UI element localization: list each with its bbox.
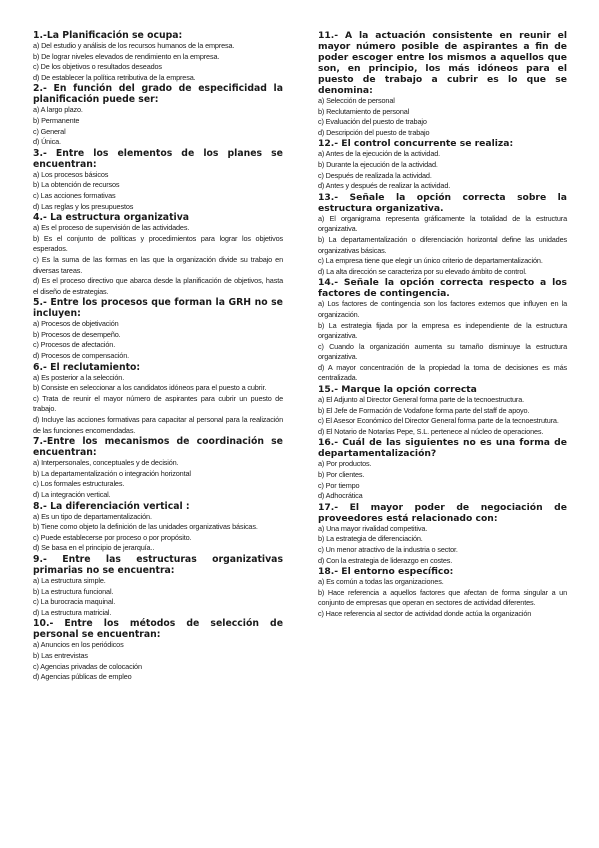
question-title: 9.- Entre las estructuras organizativas primarias no se encuentra: — [33, 553, 283, 576]
question-block — [318, 502, 567, 566]
answer-option: b) La departamentalización o integración horizontal — [33, 468, 191, 478]
answer-option: b) La departamentalización o diferenciación horizontal define las unidades organizativas básicas. — [318, 234, 567, 255]
question-title: 2.- En función del grado de especificidad la planificación puede ser: — [33, 83, 283, 106]
answer-option: c) General — [33, 126, 66, 136]
answer-option: a) Por productos. — [318, 459, 372, 469]
answer-option: d) Se basa en el principio de jerarquía.. — [33, 543, 155, 553]
question-title: 11.- A la actuación consistente en reunir el mayor número posible de aspirantes a fin de poder escoger entre los mismos a aquellos que son, en principio, los más idóneos para el puesto de trabajo a cubrir es lo que se denomina: — [318, 30, 567, 96]
answer-option: d) A mayor concentración de la propiedad la toma de decisiones es más centralizada. — [318, 362, 567, 383]
question-block — [318, 384, 567, 437]
answer-option: c) De los objetivos o resultados deseados — [33, 62, 162, 72]
question-block — [318, 192, 567, 278]
answer-option: a) Los procesos básicos — [33, 169, 109, 179]
question-title: 15.- Marque la opción correcta — [318, 384, 477, 396]
answer-option: d) La alta dirección se caracteriza por su elevado ámbito de control. — [318, 266, 527, 276]
question-title: 12.- El control concurrente se realiza: — [318, 138, 514, 150]
question-title: 1.-La Planificación se ocupa: — [33, 30, 183, 41]
answer-option: a) Interpersonales, conceptuales y de decisión. — [33, 458, 179, 468]
answer-option: a) Es posterior a la selección. — [33, 372, 125, 382]
answer-option: a) La estructura simple. — [33, 575, 106, 585]
answer-option: b) Las entrevistas — [33, 650, 88, 660]
answer-option: a) Anuncios en los periódicos — [33, 640, 124, 650]
answer-option: d) La integración vertical. — [33, 490, 111, 499]
question-block — [33, 618, 283, 682]
answer-option: b) La estrategia fijada por la empresa es independiente de la estructura organizativa. — [318, 320, 567, 341]
answer-option: d) Incluye las acciones formativas para capacitar al personal para la realización de las funciones encomendadas. — [33, 415, 283, 435]
right-column — [318, 30, 567, 620]
answer-option: c) Hace referencia al sector de actividad donde actúa la organización — [318, 608, 532, 618]
question-block — [33, 554, 283, 618]
answer-option: b) Reclutamiento de personal — [318, 106, 410, 116]
question-title: 3.- Entre los elementos de los planes se encuentran: — [33, 147, 283, 170]
question-block — [33, 212, 283, 297]
question-title: 16.- Cuál de las siguientes no es una forma de departamentalización? — [318, 437, 567, 460]
answer-option: b) Procesos de desempeño. — [33, 329, 121, 339]
question-title: 10.- Entre los métodos de selección de personal se encuentran: — [33, 618, 283, 641]
answer-option: a) Es el proceso de supervisión de las actividades. — [33, 223, 190, 233]
question-title: 7.-Entre los mecanismos de coordinación se encuentran: — [33, 436, 283, 459]
question-block — [318, 138, 567, 191]
answer-option: c) La burocracia maquinal. — [33, 597, 116, 607]
answer-option: c) Por tiempo — [318, 480, 360, 490]
answer-option: a) Procesos de objetivación — [33, 319, 119, 329]
question-title: 8.- La diferenciación vertical : — [33, 500, 190, 512]
answer-option: a) Es un tipo de departamentalización. — [33, 511, 152, 521]
answer-option: c) Procesos de afectación. — [33, 340, 116, 350]
question-block — [318, 277, 567, 384]
question-block — [33, 30, 283, 83]
answer-option: b) La estructura funcional. — [33, 586, 114, 596]
answer-option: a) Una mayor rivalidad competitiva. — [318, 523, 428, 533]
answer-option: c) Las acciones formativas — [33, 190, 116, 200]
answer-option: a) Antes de la ejecución de la actividad. — [318, 149, 441, 159]
answer-option: c) Trata de reunir el mayor número de aspirantes para cubrir un puesto de trabajo. — [33, 393, 283, 414]
answer-option: c) Cuando la organización aumenta su tamaño disminuye la estructura organizativa. — [318, 341, 567, 362]
question-block — [318, 566, 567, 619]
answer-option: a) Del estudio y análisis de los recursos humanos de la empresa. — [33, 41, 235, 50]
question-title: 17.- El mayor poder de negociación de proveedores está relacionado con: — [318, 501, 567, 524]
question-block — [33, 297, 283, 361]
answer-option: c) Evaluación del puesto de trabajo — [318, 117, 427, 127]
answer-option: d) El Notario de Notarías Pepe, S.L. pertenece al núcleo de operaciones. — [318, 426, 544, 436]
answer-option: b) Es el conjunto de políticas y procedimientos para lograr los objetivos esperados. — [33, 233, 283, 254]
answer-option: c) Es la suma de las formas en las que la organización divide su trabajo en diversas tareas. — [33, 254, 283, 275]
answer-option: b) El Jefe de Formación de Vodafone forma parte del staff de apoyo. — [318, 405, 530, 415]
answer-option: b) De lograr niveles elevados de rendimiento en la empresa. — [33, 51, 220, 61]
answer-option: b) Tiene como objeto la definición de las unidades organizativas básicas. — [33, 522, 258, 532]
answer-option: d) Es el proceso directivo que abarca desde la planificación de objetivos, hasta el diseño de estrategias. — [33, 276, 283, 296]
answer-option: c) Los formales estructurales. — [33, 479, 125, 489]
answer-option: b) Permanente — [33, 115, 80, 125]
question-block — [33, 436, 283, 500]
answer-option: d) Adhocrática — [318, 491, 363, 501]
answer-option: c) El Asesor Económico del Director General forma parte de la tecnoestrutura. — [318, 416, 559, 426]
question-block — [33, 83, 283, 147]
answer-option: b) Por clientes. — [318, 470, 365, 480]
left-column — [33, 30, 283, 683]
answer-option: a) Es común a todas las organizaciones. — [318, 577, 444, 587]
answer-option: d) Agencias públicas de empleo — [33, 672, 132, 682]
answer-option: d) De establecer la política retributiva de la empresa. — [33, 72, 196, 82]
answer-option: c) Un menor atractivo de la industria o sector. — [318, 545, 458, 554]
answer-option: a) A largo plazo. — [33, 105, 83, 115]
question-title: 14.- Señale la opción correcta respecto a los factores de contingencia. — [318, 277, 567, 300]
question-block — [318, 30, 567, 138]
answer-option: d) Procesos de compensación. — [33, 351, 129, 361]
answer-option: d) La estructura matricial. — [33, 607, 112, 617]
question-block — [318, 437, 567, 501]
question-title: 4.- La estructura organizativa — [33, 212, 190, 224]
answer-option: a) El organigrama representa gráficamente la totalidad de la estructura organizativa. — [318, 213, 567, 234]
question-title: 5.- Entre los procesos que forman la GRH no se incluyen: — [33, 297, 283, 320]
answer-option: b) Durante la ejecución de la actividad. — [318, 159, 438, 169]
answer-option: d) Con la estrategia de liderazgo en costes. — [318, 555, 453, 565]
answer-option: c) Después de realizada la actividad. — [318, 170, 432, 180]
question-block — [33, 362, 283, 437]
question-title: 18.- El entorno específico: — [318, 566, 454, 578]
answer-option: c) Puede establecerse por proceso o por propósito. — [33, 532, 192, 542]
answer-option: b) Consiste en seleccionar a los candidatos idóneos para el puesto a cubrir. — [33, 383, 267, 393]
answer-option: a) El Adjunto al Director General forma parte de la tecnoestructura. — [318, 395, 524, 405]
answer-option: c) La empresa tiene que elegir un único criterio de departamentalización. — [318, 256, 543, 266]
answer-option: a) Los factores de contingencia son los factores externos que influyen en la organización. — [318, 299, 567, 319]
question-block — [33, 148, 283, 212]
question-block — [33, 501, 283, 554]
answer-option: b) La estrategia de diferenciación. — [318, 534, 423, 544]
answer-option: c) Agencias privadas de colocación — [33, 661, 142, 671]
answer-option: d) Descripción del puesto de trabajo — [318, 127, 430, 137]
answer-option: d) Las reglas y los presupuestos — [33, 201, 134, 211]
question-title: 13.- Señale la opción correcta sobre la estructura organizativa. — [318, 191, 567, 214]
answer-option: d) Antes y después de realizar la actividad. — [318, 181, 451, 191]
answer-option: b) La obtención de recursos — [33, 180, 120, 190]
question-title: 6.- El reclutamiento: — [33, 361, 141, 373]
answer-option: d) Única. — [33, 137, 61, 147]
answer-option: b) Hace referencia a aquellos factores que afectan de forma singular a un conjunto de empresas que operan en sectores de actividad diferentes. — [318, 587, 567, 608]
answer-option: a) Selección de personal — [318, 96, 395, 105]
